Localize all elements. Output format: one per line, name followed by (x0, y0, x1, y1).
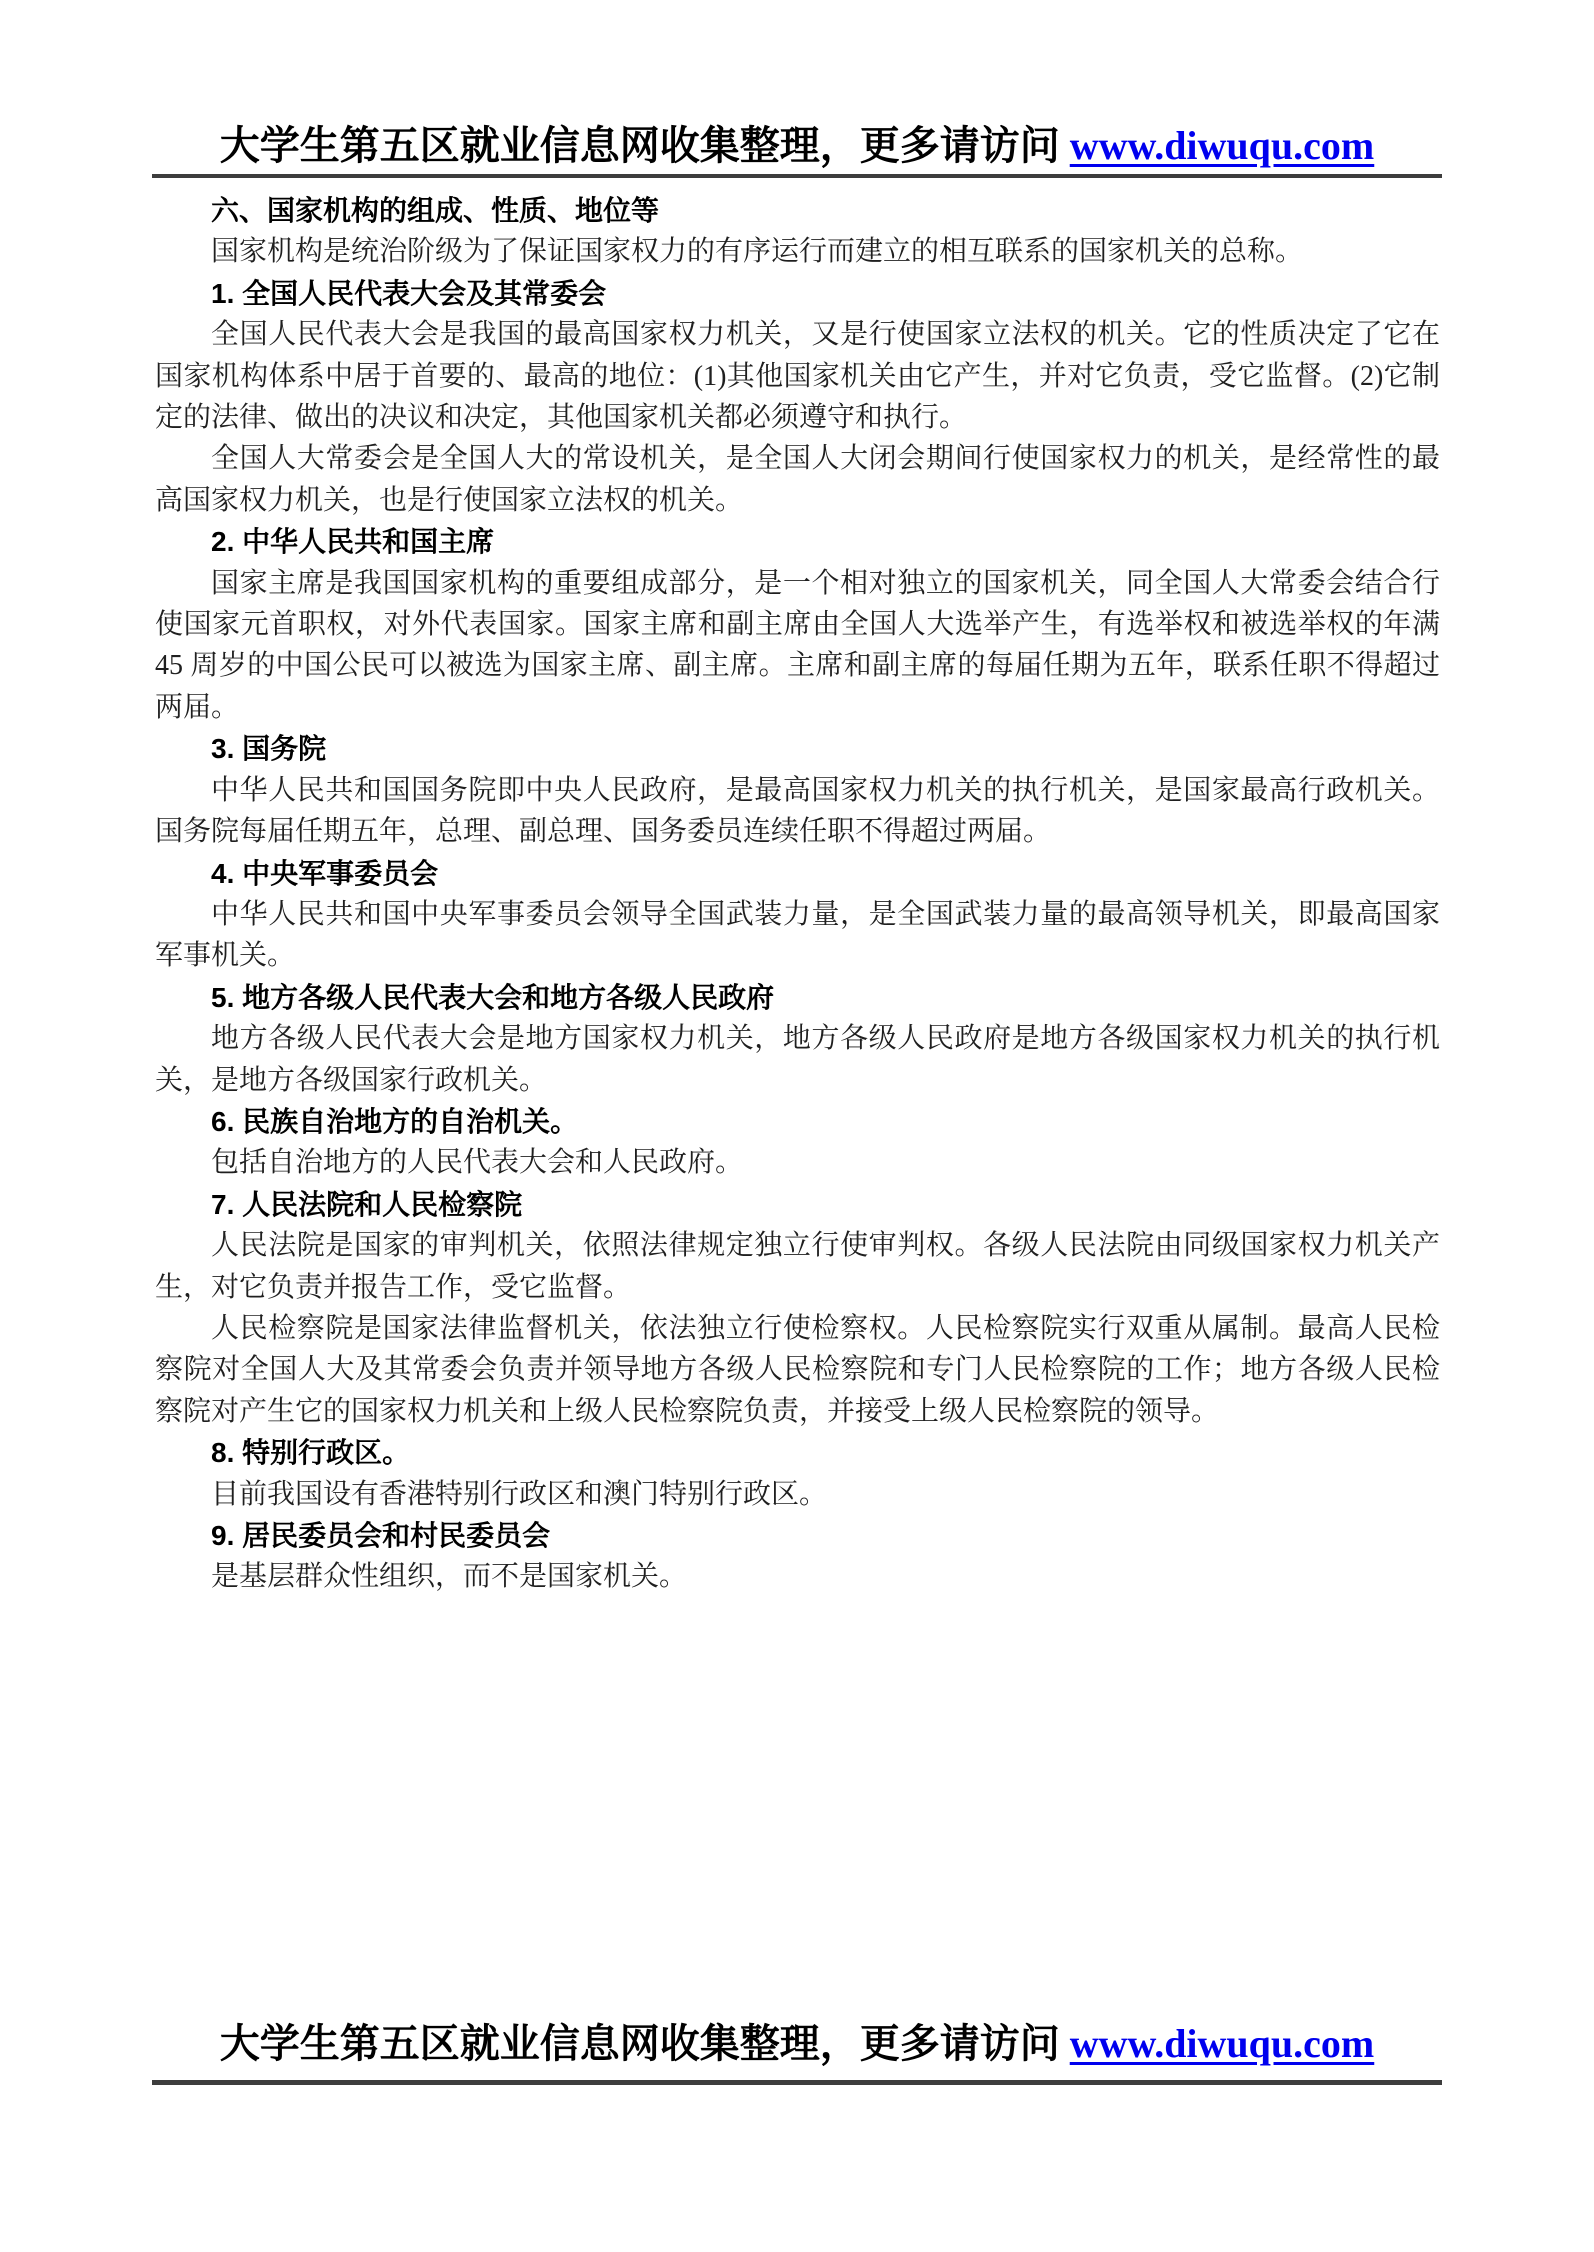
paragraph: 地方各级人民代表大会是地方国家权力机关，地方各级人民政府是地方各级国家权力机关的执行机关，是地方各级国家行政机关。 (155, 1023, 1440, 1096)
paragraph: 包括自治地方的人民代表大会和人民政府。 (211, 1147, 744, 1179)
paragraph: 国家机构是统治阶级为了保证国家权力的有序运行而建立的相互联系的国家机关的总称。 (211, 236, 1304, 268)
paragraph: 人民法院是国家的审判机关，依照法律规定独立行使审判权。各级人民法院由同级国家权力机关产生，对它负责并报告工作，受它监督。 (155, 1230, 1440, 1303)
footer-site-link[interactable]: www.diwuqu.com (1069, 2021, 1375, 2066)
footer-text: 大学生第五区就业信息网收集整理，更多请访问 (219, 2021, 1070, 2066)
section-heading: 8. 特别行政区。 (211, 1437, 411, 1469)
paragraph: 人民检察院是国家法律监督机关，依法独立行使检察权。人民检察院实行双重从属制。最高人民检察院对全国人大及其常委会负责并领导地方各级人民检察院和专门人民检察院的工作；地方各级人民检察院对产生它的国家权力机关和上级人民检察院负责，并接受上级人民检察院的领导。 (155, 1312, 1440, 1427)
paragraph: 中华人民共和国国务院即中央人民政府，是最高国家权力机关的执行机关，是国家最高行政机关。国务院每届任期五年，总理、副总理、国务委员连续任职不得超过两届。 (155, 774, 1440, 848)
footer-rule (152, 2080, 1442, 2085)
paragraph: 全国人民代表大会是我国的最高国家权力机关，又是行使国家立法权的机关。它的性质决定了它在国家机构体系中居于首要的、最高的地位：(1)其他国家机关由它产生，并对它负责，受它监督。(2)它制定的法律、做出的决议和决定，其他国家机关都必须遵守和执行。 (155, 319, 1440, 434)
header-rule (152, 174, 1442, 178)
page-footer (152, 2020, 1442, 2068)
section-heading: 9. 居民委员会和村民委员会 (211, 1520, 551, 1551)
section-heading: 1. 全国人民代表大会及其常委会 (211, 277, 607, 309)
document-body (155, 190, 1440, 1598)
section-heading: 7. 人民法院和人民检察院 (211, 1188, 523, 1220)
paragraph: 是基层群众性组织，而不是国家机关。 (211, 1561, 688, 1593)
paragraph: 目前我国设有香港特别行政区和澳门特别行政区。 (211, 1478, 828, 1510)
section-heading: 2. 中华人民共和国主席 (211, 526, 495, 558)
section-heading: 5. 地方各级人民代表大会和地方各级人民政府 (211, 981, 775, 1013)
paragraph: 国家主席是我国国家机构的重要组成部分，是一个相对独立的国家机关，同全国人大常委会结合行使国家元首职权，对外代表国家。国家主席和副主席由全国人大选举产生，有选举权和被选举权的年满 45 周岁的中国公民可以被选为国家主席、副主席。主席和副主席的每届任期为五年，联系任职不得超过两届。 (155, 567, 1440, 723)
section-heading: 6. 民族自治地方的自治机关。 (211, 1105, 579, 1137)
paragraph: 全国人大常委会是全国人大的常设机关，是全国人大闭会期间行使国家权力的机关，是经常性的最高国家权力机关，也是行使国家立法权的机关。 (155, 443, 1440, 516)
section-heading: 六、国家机构的组成、性质、地位等 (211, 195, 660, 226)
header-text: 大学生第五区就业信息网收集整理，更多请访问 (219, 123, 1070, 168)
paragraph: 中华人民共和国中央军事委员会领导全国武装力量，是全国武装力量的最高领导机关，即最高国家军事机关。 (155, 898, 1440, 972)
section-heading: 4. 中央军事委员会 (211, 857, 439, 889)
section-heading: 3. 国务院 (211, 733, 327, 765)
page-header (152, 122, 1442, 170)
header-site-link[interactable]: www.diwuqu.com (1069, 123, 1375, 168)
